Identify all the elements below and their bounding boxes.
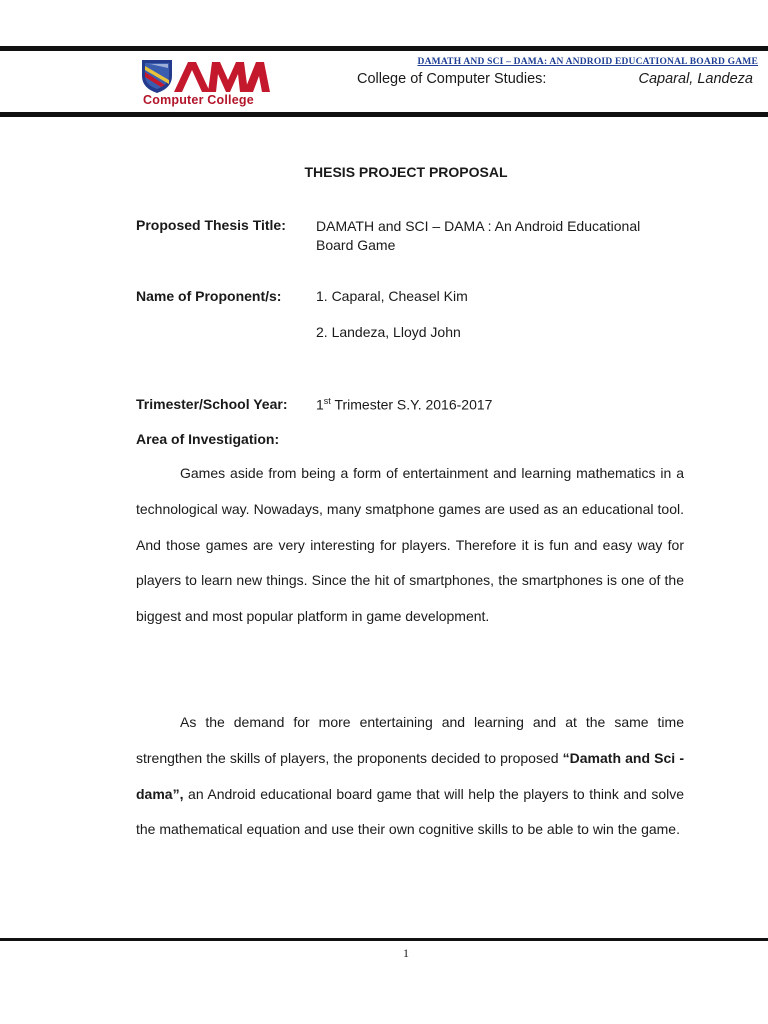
header-top-rule xyxy=(0,46,768,51)
trimester-value xyxy=(316,396,492,413)
logo-college-name: Computer College xyxy=(143,93,254,107)
department-label: College of Computer Studies: xyxy=(357,71,547,87)
header-authors: Caparal, Landeza xyxy=(638,71,753,87)
ama-shield-logo-icon xyxy=(140,58,270,94)
running-title[interactable]: DAMATH AND SCI – DAMA: AN ANDROID EDUCATIONAL BOARD GAME xyxy=(417,57,758,67)
proponents-label: Name of Proponent/s: xyxy=(136,288,282,304)
proponent-2: 2. Landeza, Lloyd John xyxy=(316,324,461,340)
area-label: Area of Investigation: xyxy=(136,431,280,447)
page-number: 1 xyxy=(403,946,409,960)
header-bottom-rule xyxy=(0,112,768,117)
footer-rule xyxy=(0,938,768,941)
proposed-title-label: Proposed Thesis Title: xyxy=(136,217,286,233)
paragraph-2-game-name: “Damath and Sci - dama”, xyxy=(136,749,684,802)
page-title: THESIS PROJECT PROPOSAL xyxy=(304,164,508,180)
trimester-number: 1 xyxy=(316,396,324,413)
paragraph-1: Games aside from being a form of entertainment and learning mathematics in a technological way. Nowadays, many smatphone games are used as an educational tool. And those games are very interesting for players. Therefore it is fun and easy way for players to learn new things. Since the hit of smartphones, the smartphones is one of the biggest and most popular platform in game development. xyxy=(136,465,684,625)
trimester-label: Trimester/School Year: xyxy=(136,396,288,412)
proponent-1: 1. Caparal, Cheasel Kim xyxy=(316,288,468,304)
paragraph-2-text: As the demand for more entertaining and learning and at the same time strengthen the skills of players, the proponents decided to proposed xyxy=(136,714,684,766)
proposed-title-value: DAMATH and SCI – DAMA : An Android Educational Board Game xyxy=(316,218,641,253)
trimester-ordinal: st xyxy=(323,396,331,406)
paragraph-2-text-end: an Android educational board game that will help the players to think and solve the mathematical equation and use their own cognitive skills to be able to win the game. xyxy=(136,785,684,838)
paragraph-2 xyxy=(136,705,684,848)
ama-logo xyxy=(140,58,270,108)
trimester-rest: Trimester S.Y. 2016-2017 xyxy=(330,396,493,413)
